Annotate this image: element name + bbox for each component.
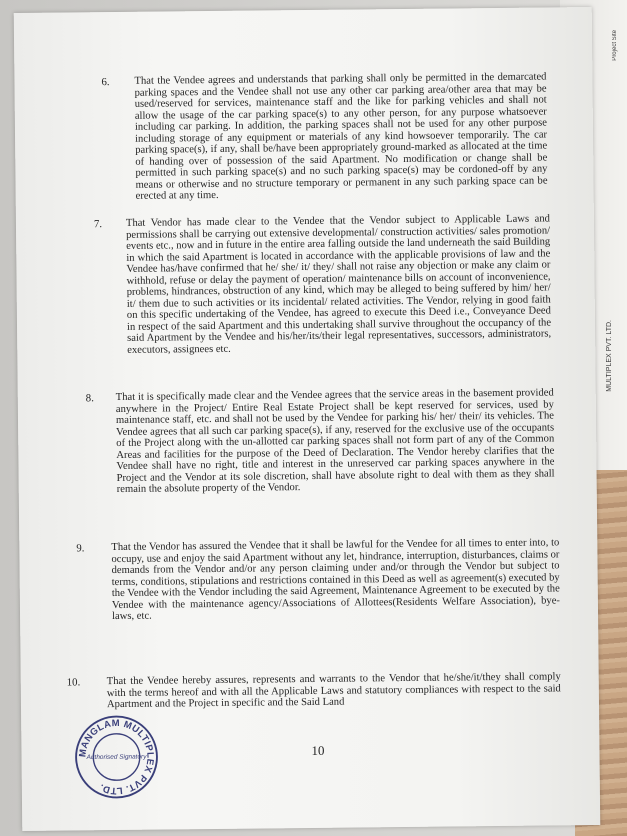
clause-number: 6. <box>101 76 110 89</box>
clause-text: That the Vendee hereby assures, represents and warrants to the Vendor that he/she/it/they shall comply with the terms hereof and with all the Applicable Laws and statutory compliances with respect to the said Apartment and the Project in specific and the Said Land <box>106 671 561 711</box>
clause-number: 8. <box>85 392 94 405</box>
stamp-ring-text: MANGLAM MULTIPLEX PVT. LTD. <box>77 717 156 797</box>
page-number: 10 <box>311 742 325 758</box>
stamp-center-text: Authorised Signatory <box>86 753 147 762</box>
clause-text: That Vendor has made clear to the Vendee that the Vendor subject to Applicable Laws and permissions shall be carrying out extensive developmental/ construction activities/ sales promotion/ events etc., now and in future in the entire area falling outside the land underneath the said Building in which the said Apartment is located in accordance with the applicable provisions of law and the Vendee has/have confirmed that he/ she/ it/ they/ shall not raise any objection or make any claim or withhold, refuse or delay the payment of operation/ maintenance bills on account of inconvenience, problems, hindrances, obstruction of any kind, which may be alleged to being suffered by him/ her/ it/ them due to such activities or its incidental/ related activities. The Vendor, relying in good faith on this specific undertaking of the Vendee, has agreed to execute this Deed i.e., Conveyance Deed in respect of the said Apartment and this undertaking shall survive throughout the occupancy of the said Apartment by the Vendee and his/her/its/their legal representatives, successors, administrators, executors, assignees etc. <box>125 213 552 356</box>
clause-text: That the Vendee agrees and understands that parking shall only be permitted in the demarcated parking spaces and the Vendee shall not use any other car parking area/other area that may be used/reserved for services, maintenance staff and the like for parking vehicles and shall not allow the usage of the car parking space(s) to any other person, for any purpose whatsoever including car parking. In addition, the parking spaces shall not be used for any other purpose including storage of any equipment or materials of any kind howsoever temporarily. The car parking space(s), if any, shall be/have been appropriately ground-marked as allocated at the time of handing over of possession of the said Apartment. No modification or change shall be permitted in such parking space(s) and no such parking space(s) may be cordoned-off by any means or otherwise and no structure temporary or permanent in any such parking space can be erected at any time. <box>134 71 548 202</box>
clause-number: 7. <box>93 218 103 231</box>
clause-number: 9. <box>76 542 85 555</box>
clause-number: 10. <box>66 676 81 689</box>
clause-text: That the Vendor has assured the Vendee that it shall be lawful for the Vendee for all times to enter into, to occupy, use and enjoy the said Apartment without any let, hindrance, interruption, disturbances, claims or demands from the Vendor and/or any person claiming under and/or through the Vendor but subject to terms, conditions, stipulations and restrictions contained in this Deed as well as agreement(s) executed by the Vendee with the Vendor including the said Agreement, Maintenance Agreement to be executed by the Vendee with the maintenance agency/Associations of Allottees(Residents Welfare Association), bye-laws, etc. <box>111 537 560 623</box>
document-page <box>14 7 601 831</box>
background-sheet-text: MULTIPLEX PVT. LTD. <box>606 320 613 392</box>
background-sheet-text: Project Site <box>612 30 618 61</box>
clause-text: That it is specifically made clear and the Vendee agrees that the service areas in the basement provided anywhere in the Project/ Entire Real Estate Project shall be kept reserved for services, used by maintenance staff, etc. and shall not be used by the Vendee for parking his/ her/ their/ its vehicles. The Vendee agrees that all such car parking space(s), if any, reserved for the exclusive use of the occupants of the Project along with the un-allotted car parking spaces shall not form part of any of the Common Areas and facilities for the purpose of the Deed of Declaration. The Vendor hereby clarifies that the Vendee shall have no right, title and interest in the unreserved car parking spaces anywhere in the Project and the Vendor at its sole discretion, shall have absolute right to deal with them as they shall remain the absolute property of the Vendor. <box>115 387 555 495</box>
company-seal-stamp <box>73 714 160 801</box>
